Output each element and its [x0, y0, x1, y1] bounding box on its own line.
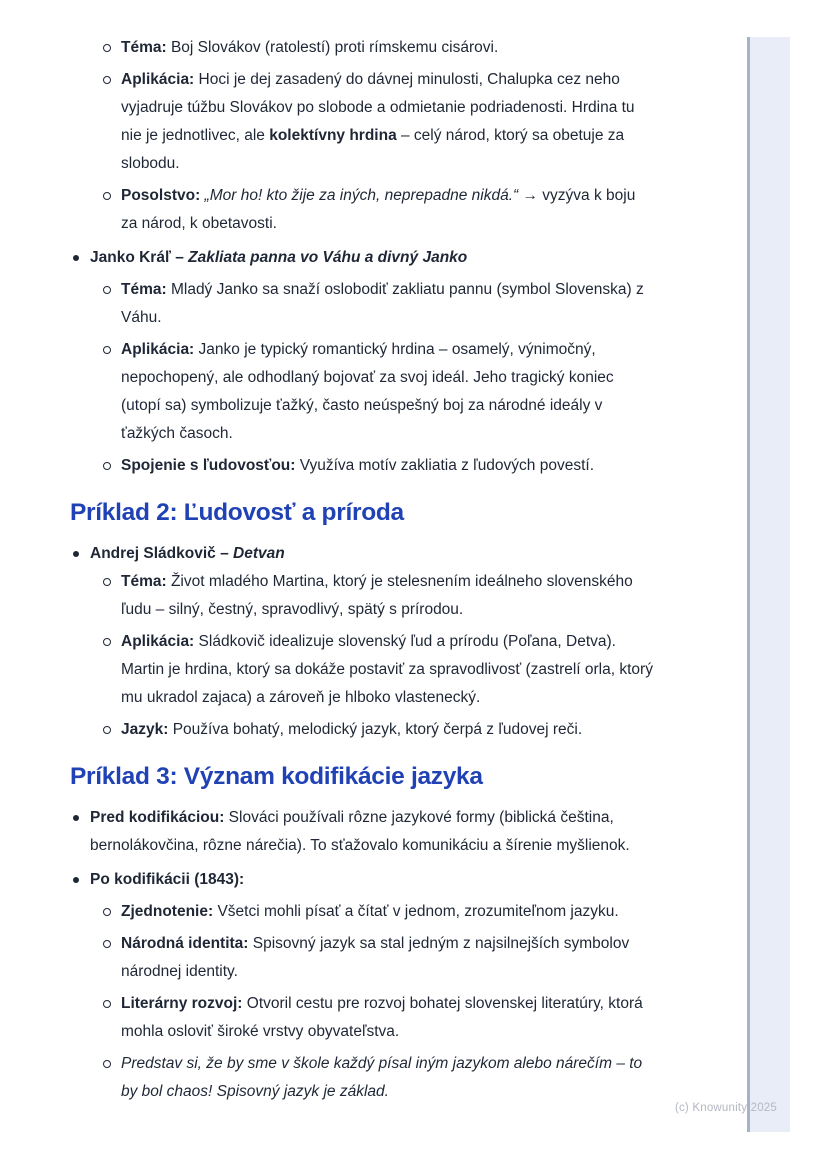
item-text: Po kodifikácii (1843):: [90, 871, 245, 888]
sub-bullet-item: [70, 898, 654, 926]
bullet-circle-icon: [103, 578, 111, 586]
item-text: Národná identita: Spisovný jazyk sa stal jedným z najsilnejších symbolov národnej identity.: [121, 935, 630, 980]
item-text: Janko Kráľ – Zakliata panna vo Váhu a divný Janko: [90, 249, 468, 266]
watermark-text: (c) Knowunity 2025: [674, 1102, 777, 1114]
sub-bullet-item: [70, 568, 654, 624]
bullet-circle-icon: [103, 638, 111, 646]
bullet-circle-icon: [103, 346, 111, 354]
page-edge-band: [747, 37, 790, 1132]
sub-bullet-item: [70, 1050, 654, 1106]
bullet-item: [70, 866, 654, 894]
sub-bullet-item: [70, 182, 654, 238]
item-text: Jazyk: Používa bohatý, melodický jazyk, ktorý čerpá z ľudovej reči.: [121, 721, 583, 738]
bullet-circle-icon: [103, 940, 111, 948]
bullet-item: [70, 804, 654, 860]
bullet-circle-icon: [103, 192, 111, 200]
item-text: Aplikácia: Hoci je dej zasadený do dávnej minulosti, Chalupka cez neho vyjadruje túžbu Slovákov po slobode a odmietanie podriadenosti. Hrdina tu nie je jednotlivec, ale kolektívny hrdina – celý národ, ktorý sa obetuje za slobodu.: [121, 71, 635, 172]
item-text: Literárny rozvoj: Otvoril cestu pre rozvoj bohatej slovenskej literatúry, ktorá mohla osloviť široké vrstvy obyvateľstva.: [121, 995, 643, 1040]
section-heading: Príklad 3: Význam kodifikácie jazyka: [70, 763, 483, 790]
bullet-disc-icon: [73, 815, 79, 821]
bullet-circle-icon: [103, 726, 111, 734]
bullet-circle-icon: [103, 462, 111, 470]
sub-bullet-item: [70, 276, 654, 332]
item-text: Pred kodifikáciou: Slováci používali rôzne jazykové formy (biblická čeština, bernolákovčina, rôzne nárečia). To sťažovalo komunikáciu a šírenie myšlienok.: [90, 809, 630, 854]
bullet-disc-icon: [73, 877, 79, 883]
item-text: Predstav si, že by sme v škole každý písal iným jazykom alebo nárečím – to by bol chaos! Spisovný jazyk je základ.: [121, 1055, 643, 1100]
bullet-circle-icon: [103, 908, 111, 916]
document-content: [70, 34, 654, 1106]
bullet-circle-icon: [103, 44, 111, 52]
section-heading: Príklad 2: Ľudovosť a príroda: [70, 499, 404, 526]
item-text: Aplikácia: Janko je typický romantický hrdina – osamelý, výnimočný, nepochopený, ale odhodlaný bojovať za svoj ideál. Jeho tragický koniec (utopí sa) symbolizuje ťažký, často neúspešný boj za národné ideály v ťažkých časoch.: [121, 341, 614, 442]
sub-bullet-item: [70, 452, 654, 480]
item-text: Spojenie s ľudovosťou: Využíva motív zakliatia z ľudových povestí.: [121, 457, 595, 474]
item-text: Téma: Život mladého Martina, ktorý je stelesnením ideálneho slovenského ľudu – silný, čestný, spravodlivý, spätý s prírodou.: [121, 573, 633, 618]
sub-bullet-item: [70, 990, 654, 1046]
item-text: Téma: Mladý Janko sa snaží oslobodiť zakliatu pannu (symbol Slovenska) z Váhu.: [121, 281, 644, 326]
bullet-disc-icon: [73, 255, 79, 261]
item-text: Zjednotenie: Všetci mohli písať a čítať v jednom, zrozumiteľnom jazyku.: [121, 903, 619, 920]
bullet-circle-icon: [103, 1000, 111, 1008]
item-text: Andrej Sládkovič – Detvan: [90, 545, 285, 562]
item-text: Aplikácia: Sládkovič idealizuje slovenský ľud a prírodu (Poľana, Detva). Martin je hrdina, ktorý sa dokáže postaviť za spravodlivosť (zastrelí orla, ktorý mu ukradol zajaca) a zároveň je hlboko vlastenecký.: [121, 633, 653, 706]
sub-bullet-item: [70, 930, 654, 986]
sub-bullet-item: [70, 628, 654, 712]
sub-bullet-item: [70, 34, 654, 62]
bullet-circle-icon: [103, 1060, 111, 1068]
bullet-circle-icon: [103, 286, 111, 294]
bullet-disc-icon: [73, 551, 79, 557]
bullet-circle-icon: [103, 76, 111, 84]
bullet-item: [70, 540, 654, 568]
sub-bullet-item: [70, 336, 654, 448]
item-text: Posolstvo: „Mor ho! kto žije za iných, neprepadne nikdá.“ → vyzýva k boju za národ, k obetavosti.: [121, 187, 636, 232]
item-text: Téma: Boj Slovákov (ratolestí) proti rímskemu cisárovi.: [121, 39, 499, 56]
bullet-item: [70, 244, 654, 272]
sub-bullet-item: [70, 66, 654, 178]
sub-bullet-item: [70, 716, 654, 744]
